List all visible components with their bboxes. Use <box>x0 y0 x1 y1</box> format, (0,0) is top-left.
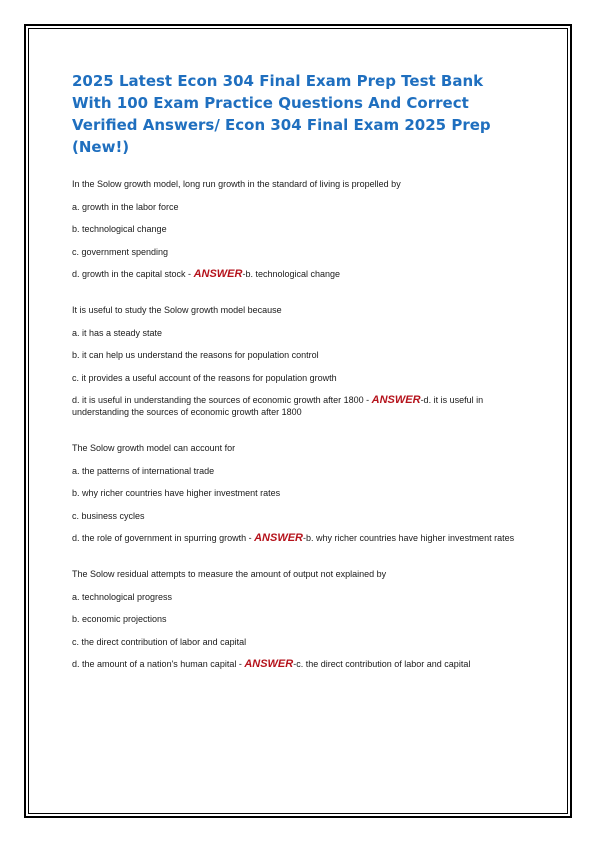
option-d: d. the amount of a nation's human capital - <box>72 659 245 669</box>
option-a: a. it has a steady state <box>72 327 163 338</box>
option-b: b. it can help us understand the reasons for population control <box>72 350 319 360</box>
option-c: c. it provides a useful account of the reasons for population growth <box>72 372 337 383</box>
option-b: b. why richer countries have higher investment rates <box>72 488 281 498</box>
question-stem: It is useful to study the Solow growth model because <box>72 305 282 315</box>
option-c: c. business cycles <box>72 510 145 521</box>
answer-text: -c. the direct contribution of labor and capital <box>293 659 471 669</box>
option-d: d. it is useful in understanding the sources of economic growth after 1800 - <box>72 395 372 405</box>
option-d-with-answer <box>72 532 524 544</box>
answer-label: ANSWER <box>244 658 294 670</box>
question-stem: In the Solow growth model, long run growth in the standard of living is propelled by <box>72 179 401 189</box>
option-a: a. growth in the labor force <box>72 201 179 212</box>
answer-text: -d. it is useful in understanding the sources of economic growth after 1800 <box>72 395 484 417</box>
document-content <box>72 70 524 694</box>
option-d: d. growth in the capital stock - <box>72 269 194 279</box>
option-d-with-answer <box>72 658 524 670</box>
answer-label: ANSWER <box>193 268 243 280</box>
option-c: c. the direct contribution of labor and capital <box>72 636 247 647</box>
option-d-with-answer <box>72 394 524 418</box>
answer-text: -b. why richer countries have higher investment rates <box>302 533 515 543</box>
question-block-4 <box>72 568 524 670</box>
option-a: a. technological progress <box>72 591 173 602</box>
question-block-3 <box>72 442 524 544</box>
question-block-2 <box>72 304 524 418</box>
question-stem: The Solow growth model can account for <box>72 443 236 453</box>
answer-text: -b. technological change <box>242 269 341 279</box>
option-d: d. the role of government in spurring growth - <box>72 533 255 543</box>
option-b: b. technological change <box>72 224 167 234</box>
answer-label: ANSWER <box>254 532 303 544</box>
option-a: a. the patterns of international trade <box>72 465 215 476</box>
option-c: c. government spending <box>72 246 169 257</box>
question-stem: The Solow residual attempts to measure the amount of output not explained by <box>72 569 387 579</box>
question-block-1 <box>72 178 524 280</box>
option-d-with-answer <box>72 268 524 280</box>
option-b: b. economic projections <box>72 614 167 624</box>
document-title: 2025 Latest Econ 304 Final Exam Prep Test Bank With 100 Exam Practice Questions And Correct Verified Answers/ Econ 304 Final Exam 2025 Prep (New!) <box>72 72 491 156</box>
answer-label: ANSWER <box>371 394 421 406</box>
